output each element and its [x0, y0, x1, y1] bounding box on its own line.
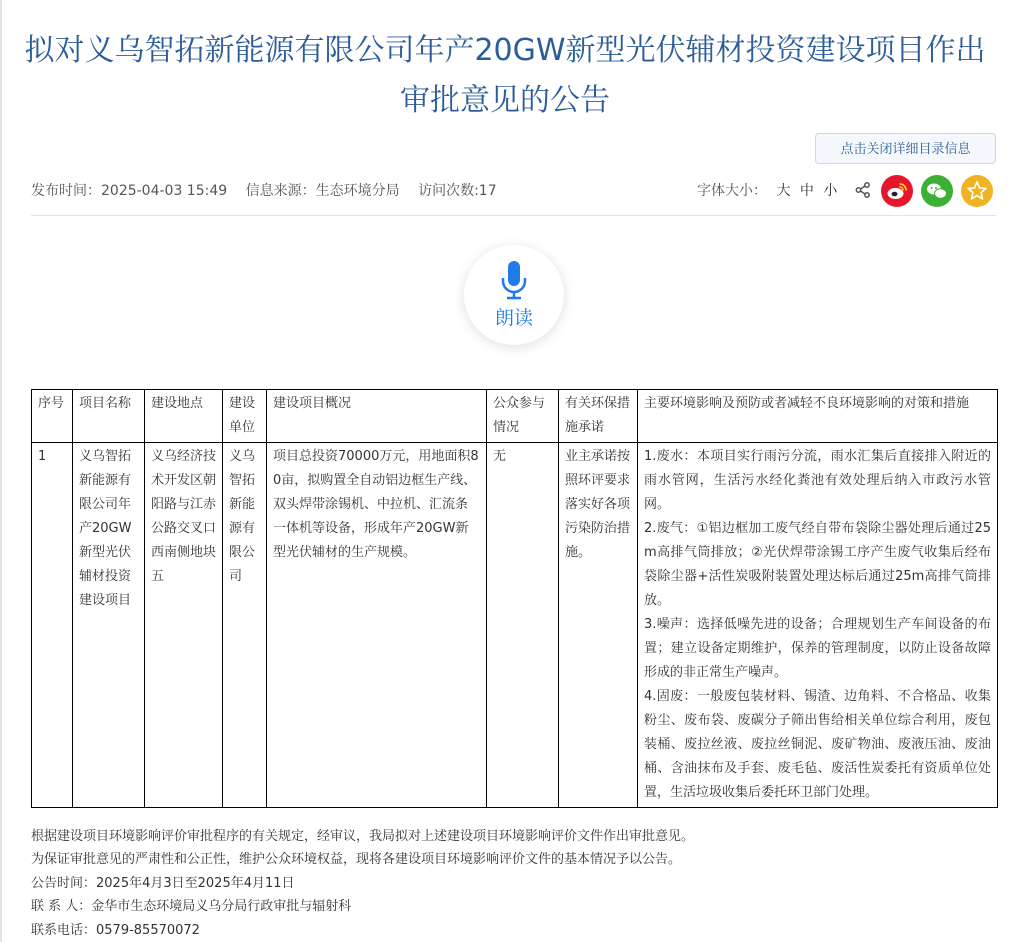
- project-table: [31, 389, 998, 808]
- cell-commitment: 业主承诺按照环评要求落实好各项污染防治措施。: [559, 443, 638, 808]
- measure-water: 1.废水：本项目实行雨污分流，雨水汇集后直接排入附近的雨水管网，生活污水经化粪池有效处理后纳入市政污水管网。: [644, 449, 991, 512]
- footer-purpose: 为保证审批意见的严肃性和公正性，维护公众环境权益，现将各建设项目环境影响评价文件的基本情况予以公告。: [31, 852, 682, 868]
- header-no: 序号: [32, 390, 73, 443]
- footer-basis: 根据建设项目环境影响评价审批程序的有关规定，经审议，我局拟对上述建设项目环境影响评价文件作出审批意见。: [31, 829, 695, 844]
- microphone-icon: [501, 260, 527, 300]
- footer-contact: 联 系 人：金华市生态环境局义乌分局行政审批与辐射科: [31, 899, 352, 915]
- font-size-medium[interactable]: 中: [799, 183, 814, 199]
- header-commitment: 有关环保措施承诺: [559, 390, 638, 443]
- header-project-name: 项目名称: [73, 390, 145, 443]
- cell-project-name: 义乌智拓新能源有限公司年产20GW新型光伏辅材投资建设项目: [73, 443, 145, 808]
- info-source: 信息来源：生态环境分局: [245, 183, 400, 199]
- footer-period: 公告时间：2025年4月3日至2025年4月11日: [31, 875, 295, 891]
- cell-no: 1: [32, 443, 73, 808]
- font-size-label: 字体大小：: [697, 183, 767, 199]
- header-unit: 建设单位: [223, 390, 267, 443]
- wechat-icon[interactable]: [921, 175, 953, 207]
- read-aloud-label: 朗读: [494, 307, 533, 329]
- measure-solid-waste: 4.固废：一般废包装材料、锡渣、边角料、不合格品、收集粉尘、废布袋、废碳分子筛出售给相关单位综合利用，废包装桶、废拉丝液、废拉丝铜泥、废矿物油、废液压油、废油桶、含油抹布及手套、废毛毡、废活性炭委托有资质单位处置，生活垃圾收集后委托环卫部门处理。: [644, 689, 991, 800]
- font-size-small[interactable]: 小: [823, 183, 838, 199]
- visit-count: 访问次数:17: [418, 183, 497, 199]
- table-row: [32, 443, 998, 808]
- read-aloud-button[interactable]: [464, 245, 564, 345]
- header-divider: [31, 215, 996, 216]
- cell-overview: 项目总投资70000万元，用地面积80亩，拟购置全自动铝边框生产线、双头焊带涂锡机、中拉机、汇流条一体机等设备，形成年产20GW新型光伏辅材的生产规模。: [267, 443, 487, 808]
- article-meta: [31, 180, 511, 202]
- toggle-catalog-button[interactable]: 点击关闭详细目录信息: [815, 133, 996, 164]
- weibo-icon[interactable]: [881, 175, 913, 207]
- cell-measures: [638, 443, 998, 808]
- favorite-icon[interactable]: [961, 175, 993, 207]
- header-location: 建设地点: [145, 390, 223, 443]
- header-overview: 建设项目概况: [267, 390, 487, 443]
- footer-phone: 联系电话：0579-85570072: [31, 922, 200, 938]
- cell-unit: 义乌智拓新能源有限公司: [223, 443, 267, 808]
- page-title: 拟对义乌智拓新能源有限公司年产20GW新型光伏辅材投资建设项目作出审批意见的公告: [24, 33, 986, 119]
- share-icon[interactable]: [854, 181, 872, 199]
- table-header-row: [32, 390, 998, 443]
- font-size-large[interactable]: 大: [776, 183, 791, 199]
- cell-location: 义乌经济技术开发区朝阳路与江赤公路交叉口西南侧地块五: [145, 443, 223, 808]
- font-size-control: [697, 180, 837, 202]
- publish-time: 发布时间：2025-04-03 15:49: [31, 183, 228, 199]
- header-measures: 主要环境影响及预防或者减轻不良环境影响的对策和措施: [638, 390, 998, 443]
- header-public: 公众参与情况: [487, 390, 559, 443]
- cell-public: 无: [487, 443, 559, 808]
- measure-noise: 3.噪声：选择低噪先进的设备；合理规划生产车间设备的布置；建立设备定期维护，保养的管理制度，以防止设备故障形成的非正常生产噪声。: [644, 617, 991, 680]
- notice-footer: [31, 825, 694, 942]
- left-border: [0, 0, 2, 942]
- measure-air: 2.废气：①铝边框加工废气经自带布袋除尘器处理后通过25m高排气筒排放；②光伏焊带涂锡工序产生废气收集后经布袋除尘器+活性炭吸附装置处理达标后通过25m高排气筒排放。: [644, 521, 991, 608]
